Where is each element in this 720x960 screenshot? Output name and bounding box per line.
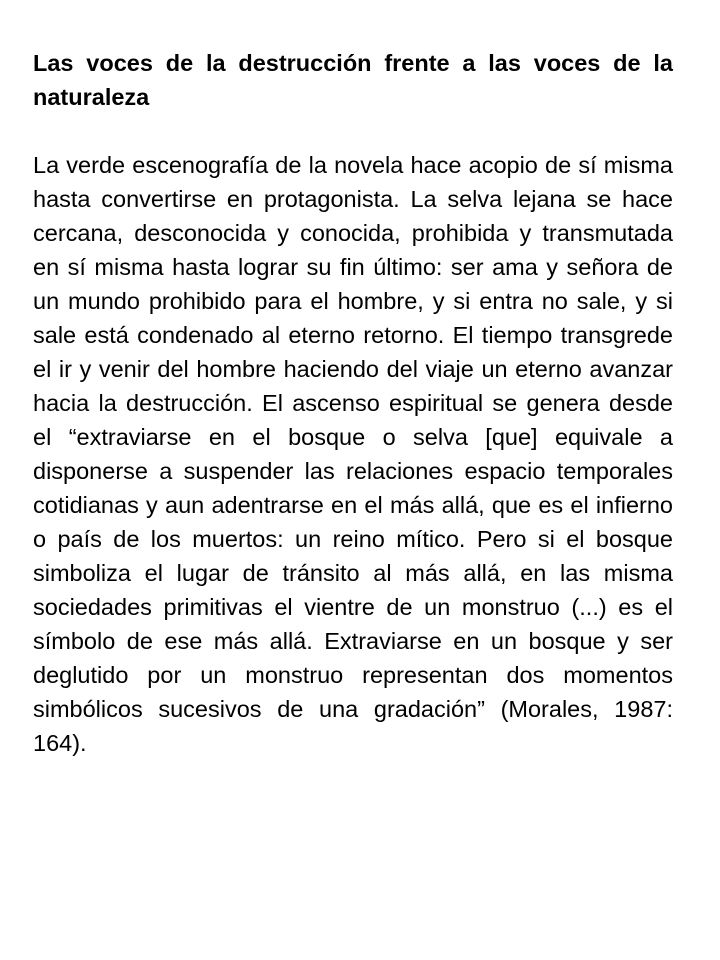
section-heading: Las voces de la destrucción frente a las voces de la naturaleza (33, 50, 673, 110)
body-paragraph: La verde escenografía de la novela hace acopio de sí misma hasta convertirse en protagonista. La selva lejana se hace cercana, desconocida y conocida, prohibida y transmutada en sí misma hasta lograr su fin último: ser ama y señora de un mundo prohibido para el hombre, y si entra no sale, y si sale está condenado al eterno retorno. El tiempo transgrede el ir y venir del hombre haciendo del viaje un eterno avanzar hacia la destrucción. El ascenso espiritual se genera desde el “extraviarse en el bosque o selva [que] equivale a disponerse a suspender las relaciones espacio temporales cotidianas y aun adentrarse en el más allá, que es el infierno o país de los muertos: un reino mítico. Pero si el bosque simboliza el lugar de tránsito al más allá, en las misma sociedades primitivas el vientre de un monstruo (...) es el símbolo de ese más allá. Extraviarse en un bosque y ser deglutido por un monstruo representan dos momentos simbólicos sucesivos de una gradación” (Morales, 1987: 164). (33, 152, 673, 756)
document-page (33, 46, 673, 760)
